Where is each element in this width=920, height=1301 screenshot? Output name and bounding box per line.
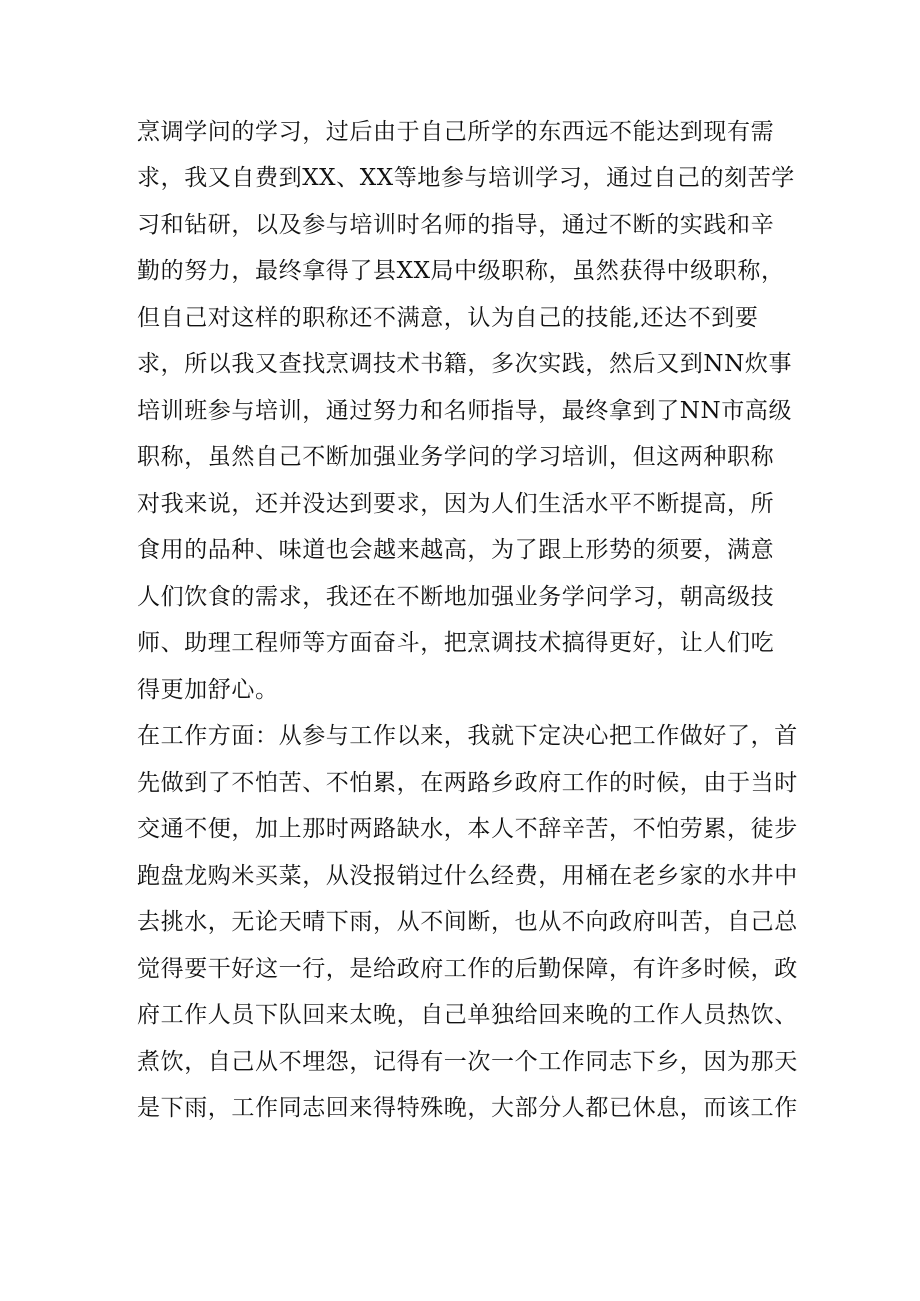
text-line: 得更加舒心。 <box>137 677 279 703</box>
text-line: 在工作方面：从参与工作以来，我就下定决心把工作做好了，首 <box>137 723 798 749</box>
text-line: 职称，虽然自己不断加强业务学问的学习培训，但这两种职称 <box>137 444 775 470</box>
text-line: 觉得要干好这一行，是给政府工作的后勤保障，有许多时候，政 <box>137 956 798 982</box>
text-line: 是下雨，工作同志回来得特殊晚，大部分人都已休息，而该工作 <box>137 1095 798 1121</box>
text-line: 勤的努力，最终拿得了县XX局中级职称，虽然获得中级职称， <box>137 258 785 284</box>
text-line: 培训班参与培训，通过努力和名师指导，最终拿到了NN市高级 <box>137 398 793 424</box>
text-line: 师、助理工程师等方面奋斗，把烹调技术搞得更好，让人们吃 <box>137 630 775 656</box>
text-line: 去挑水，无论天晴下雨，从不间断，也从不向政府叫苦，自己总 <box>137 909 798 935</box>
text-line: 习和钻研，以及参与培训时名师的指导，通过不断的实践和辛 <box>137 212 775 238</box>
text-line: 跑盘龙购米买菜，从没报销过什么经费，用桶在老乡家的水井中 <box>137 863 798 889</box>
text-line: 但自己对这样的职称还不满意，认为自己的技能,还达不到要 <box>137 305 759 331</box>
text-line: 求，我又自费到XX、XX等地参与培训学习，通过自己的刻苦学 <box>137 165 795 191</box>
text-line: 交通不便，加上那时两路缺水，本人不辞辛苦，不怕劳累，徒步 <box>137 816 798 842</box>
text-line: 先做到了不怕苦、不怕累，在两路乡政府工作的时候，由于当时 <box>137 770 798 796</box>
text-line: 烹调学问的学习，过后由于自己所学的东西远不能达到现有需 <box>137 119 775 145</box>
text-line: 人们饮食的需求，我还在不断地加强业务学问学习，朝高级技 <box>137 584 775 610</box>
text-line: 府工作人员下队回来太晚，自己单独给回来晚的工作人员热饮、 <box>137 1002 798 1028</box>
text-line: 煮饮，自己从不埋怨，记得有一次一个工作同志下乡，因为那天 <box>137 1049 798 1075</box>
text-line: 求，所以我又查找烹调技术书籍，多次实践，然后又到NN炊事 <box>137 351 793 377</box>
text-line: 食用的品种、味道也会越来越高，为了跟上形势的须要，满意 <box>137 537 775 563</box>
text-line: 对我来说，还并没达到要求，因为人们生活水平不断提高，所 <box>137 491 775 517</box>
